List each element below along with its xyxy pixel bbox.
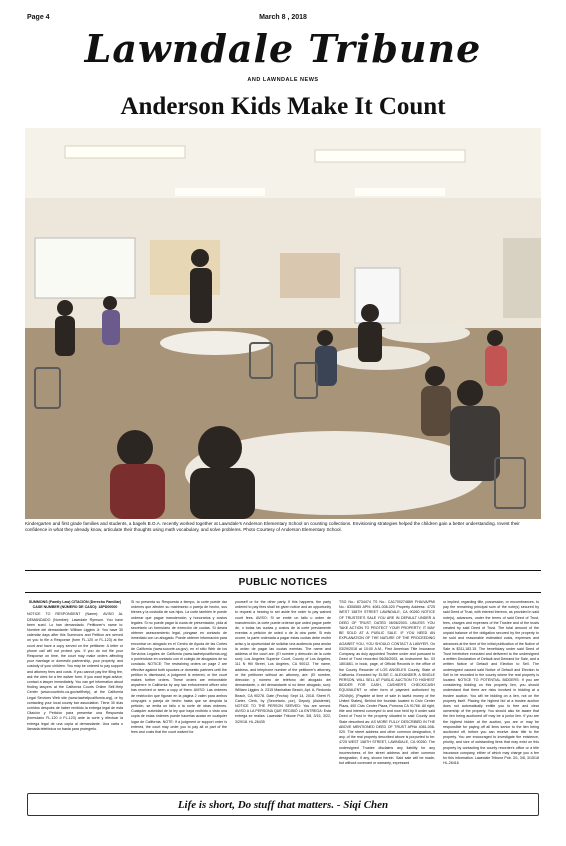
notice-text: or implied, regarding title, possession, or encumbrances, to pay the remaining principal sum of the note(s) secured by said Deed of Trust, with interest thereon, as provided in said note(s), advances, under the terms of said Deed of Trust, fees, charges and expenses of the Trustee and of the trusts created by said Deed of Trust. The total amount of the unpaid balance of the obligation secured by the property to be sold and reasonable estimated costs, expenses and advances at the time of the initial publication of the Notice of Sale is $311,183.15. The beneficiary under said Deed of Trust heretofore executed and delivered to the undersigned a written Declaration of Default and Demand for Sale, and a written Notice of Default and Election to Sell. The undersigned caused said Notice of Default and Election to Sell to be recorded in the county where the real property is located. NOTICE TO POTENTIAL BIDDERS: If you are considering bidding on this property lien, you should understand that there are risks involved in bidding at a trustee auction. You will be bidding on a lien, not on the property itself. Placing the highest bid at a trustee auction does not automatically entitle you to free and clear ownership of the property. You should also be aware that the lien being auctioned off may be a junior lien. If you are the highest bidder at the auction, you are or may be responsible for paying off all liens senior to the lien being auctioned off, before you can receive clear title to the property. You are encouraged to investigate the existence, priority, and size of outstanding liens that may exist on this property by contacting the county recorder's office or a title insurance company, either of which may charge you a fee for this information. Lawndale Tribune Pub. 3/1, 3/8, 3/15/18 HL-26416 bbox=[443, 600, 539, 766]
quote-box: Life is short, Do stuff that matters. - Siqi Chen bbox=[27, 793, 539, 816]
masthead-title: Lawndale Tribune bbox=[84, 26, 482, 71]
notice-text: TSG No.: 8734474 TS No.: CA1700274869 FHA/VA/PMI No.: 8306565 APN: 4081-008-020 Property Address: 4725 WEST 158TH STREET LAWNDALE, CA 90260 NOTICE OF TRUSTEE'S SALE YOU ARE IN DEFAULT UNDER A DEED OF TRUST, DATED 06/06/2003. UNLESS YOU TAKE ACTION TO PROTECT YOUR PROPERTY, IT MAY BE SOLD AT A PUBLIC SALE. IF YOU NEED AN EXPLANATION OF THE NATURE OF THE PROCEEDING AGAINST YOU, YOU SHOULD CONTACT A LAWYER. On 03/29/2018 at 10:00 A.M., First American Title Insurance Company, as duly appointed Trustee under and pursuant to Deed of Trust recorded 06/26/2003, as Instrument No. 03 1801661, in book, page, of Official Records in the office of the County Recorder of LOS ANGELES County, State of California. Executed by: ELSIE C. ALEXANDER, A SINGLE PERSON, WILL SELL AT PUBLIC AUCTION TO HIGHEST BIDDER FOR CASH, CASHIER'S CHECK/CASH EQUIVALENT or other form of payment authorized by 2924h(b), (Payable at time of sale in lawful money of the United States), Behind the fountain located in Civic Center Plaza, 400 Civic Center Plaza, Pomona CA 91766. All right, title and interest conveyed to and now held by it under said Deed of Trust in the property situated in said County and State described as: AS MORE FULLY DESCRIBED IN THE ABOVE MENTIONED DEED OF TRUST APN# 4081-008-020. The street address and other common designation, if any, of the real property described above is purported to be: 4725 WEST 158TH STREET, LAWNDALE, CA 90260. The undersigned Trustee disclaims any liability for any incorrectness of the street address and other common designation, if any, shown herein. Said sale will be made, but without covenant or warranty, expressed bbox=[339, 600, 435, 766]
notice-heading: SUMMONS (Family Law) CITACIÓN (Derecho Familiar) CASE NUMBER (NÚMERO DE CASO): 18PD00000 bbox=[28, 600, 122, 610]
notice-text: NOTICE TO RESPONDENT (Name): AVISO AL DEMANDADO (Nombre): Lawndale Ryerson. You have been sued. Lo han demandado. Petitioner's name is: Nombre del demandante: William Liggins Jr. You have 30 calendar days after this Summons and Petition are served on you to file a Response (form FL-120 or FL-123) at the court and have a copy served on the petitioner. A letter or phone call will not protect you. If you do not file your Response on time, the court may make orders affecting your marriage or domestic partnership, your property, and custody of your children. You may be ordered to pay support and attorney fees and costs. If you cannot pay the filing fee, ask the clerk for a fee waiver form. If you want legal advice, contact a lawyer immediately. You can get information about finding lawyers at the California Courts Online Self-Help Center (www.courtinfo.ca.gov/selfhelp), at the California Legal Services Web site (www.lawhelpcalifornia.org), or by contacting your local county bar association. Tiene 30 días corridos después de haber recibido la entrega legal de esta Citación y Petición para presentar una Respuesta (formulario FL-120 ó FL-123) ante la corte y efectuar la entrega legal de una copia al demandante. Una carta o llamada telefónica no basta para protegerlo. bbox=[27, 612, 123, 731]
public-notices bbox=[27, 600, 539, 805]
section-title: PUBLIC NOTICES bbox=[238, 577, 328, 588]
section-divider-bottom bbox=[25, 592, 541, 593]
notice-text: yourself or for the other party. If this happens, the party ordered to pay fees shall be given notice and an opportunity to request a hearing to set aside the order to pay waived court fees. AVISO: Si se emite un fallo u orden de manutención, la corte puede ordenar que usted pague parte de, o todas las cuotas y costos de la corte previamente exentas a petición de usted o de la otra parte. Si esto ocurre, la parte ordenada a pagar estas cuotas debe recibir aviso y la oportunidad de solicitar una audiencia para anular la orden de pagar las cuotas exentas. The name and address of the court are: (El nombre y dirección de la corte son): Los Angeles Superior Court, County of Los Angeles, 111 N Hill Street, Los Angeles, CA 90012. The name, address, and telephone number of the petitioner's attorney, or the petitioner without an attorney, are: (El nombre, dirección y número de teléfono del abogado del demandante, o del demandante si no tiene abogado, son): William Liggins Jr. 2315 Manhattan Beach, Apt. A, Redondo Beach, CA 90278. Date (Fecha): Sept 14, 2018. Sherri R. Carter, Clerk, by (Secretario, por), Deputy (Asistente). NOTICE TO THE PERSON SERVED: You are served. AVISO A LA PERSONA QUE RECIBIÓ LA ENTREGA: Esta entrega se realiza. Lawndale Tribune Pub. 3/8, 3/15, 3/22, 3/29/18. HL-26435 bbox=[235, 600, 331, 724]
notice-column-1 bbox=[27, 600, 123, 805]
classroom-photo-icon bbox=[25, 128, 541, 519]
section-divider-top bbox=[25, 570, 541, 571]
notice-column-4 bbox=[339, 600, 435, 805]
notice-column-2 bbox=[131, 600, 227, 805]
notice-column-5 bbox=[443, 600, 539, 805]
page-number: Page 4 bbox=[27, 14, 50, 21]
notice-text: Si no presenta su Respuesta a tiempo, la corte puede dar órdenes que afecten su matrimonio o pareja de hecho, sus bienes y la custodia de sus hijos. La corte también le puede ordenar que pague manutención, y honorarios y costos legales. Si no puede pagar la cuota de presentación, pida al secretario un formulario de exención de cuotas. Si desea obtener asesoramiento legal, póngase en contacto de inmediato con un abogado. Puede obtener información para encontrar un abogado en el Centro de Ayuda de las Cortes de California (www.sucorte.ca.gov), en el sitio Web de los Servicios Legales de California (www.lawhelpcalifornia.org) o poniéndose en contacto con el colegio de abogados de su condado. NOTICE: The restraining orders on page 2 are effective against both spouses or domestic partners until the petition is dismissed, a judgment is entered, or the court makes further orders. These orders are enforceable anywhere in California by any law enforcement officer who has received or seen a copy of them. AVISO: Las órdenes de restricción que figuran en la página 2 valen para ambos cónyuges o pareja de hecho hasta que se despida la petición, se emita un fallo o la corte dé otras órdenes. Cualquier autoridad de la ley que haya recibido o visto una copia de estas órdenes puede hacerlas acatar en cualquier lugar de California. NOTE: If a judgment or support order is entered, the court may order you to pay all or part of the fees and costs that the court waived for bbox=[131, 600, 227, 735]
issue-date: March 8 , 2018 bbox=[259, 14, 307, 21]
article-headline: Anderson Kids Make It Count bbox=[120, 93, 446, 120]
article-photo bbox=[25, 128, 541, 519]
photo-caption: Kindergarten and first grade families and students, a bagels B.O.A. recently worked together at Lawndale's Anderson Elementary School on counting collections. Envisioning strategies helped the children gain a better understanding. Invest their confidence in what they already know, articulate their thoughts using math vocabulary, and solve problems. Photo Courtesy of Anderson Elementary School. bbox=[25, 521, 520, 533]
notice-column-3 bbox=[235, 600, 331, 805]
masthead-subtitle: AND LAWNDALE NEWS bbox=[247, 77, 319, 83]
